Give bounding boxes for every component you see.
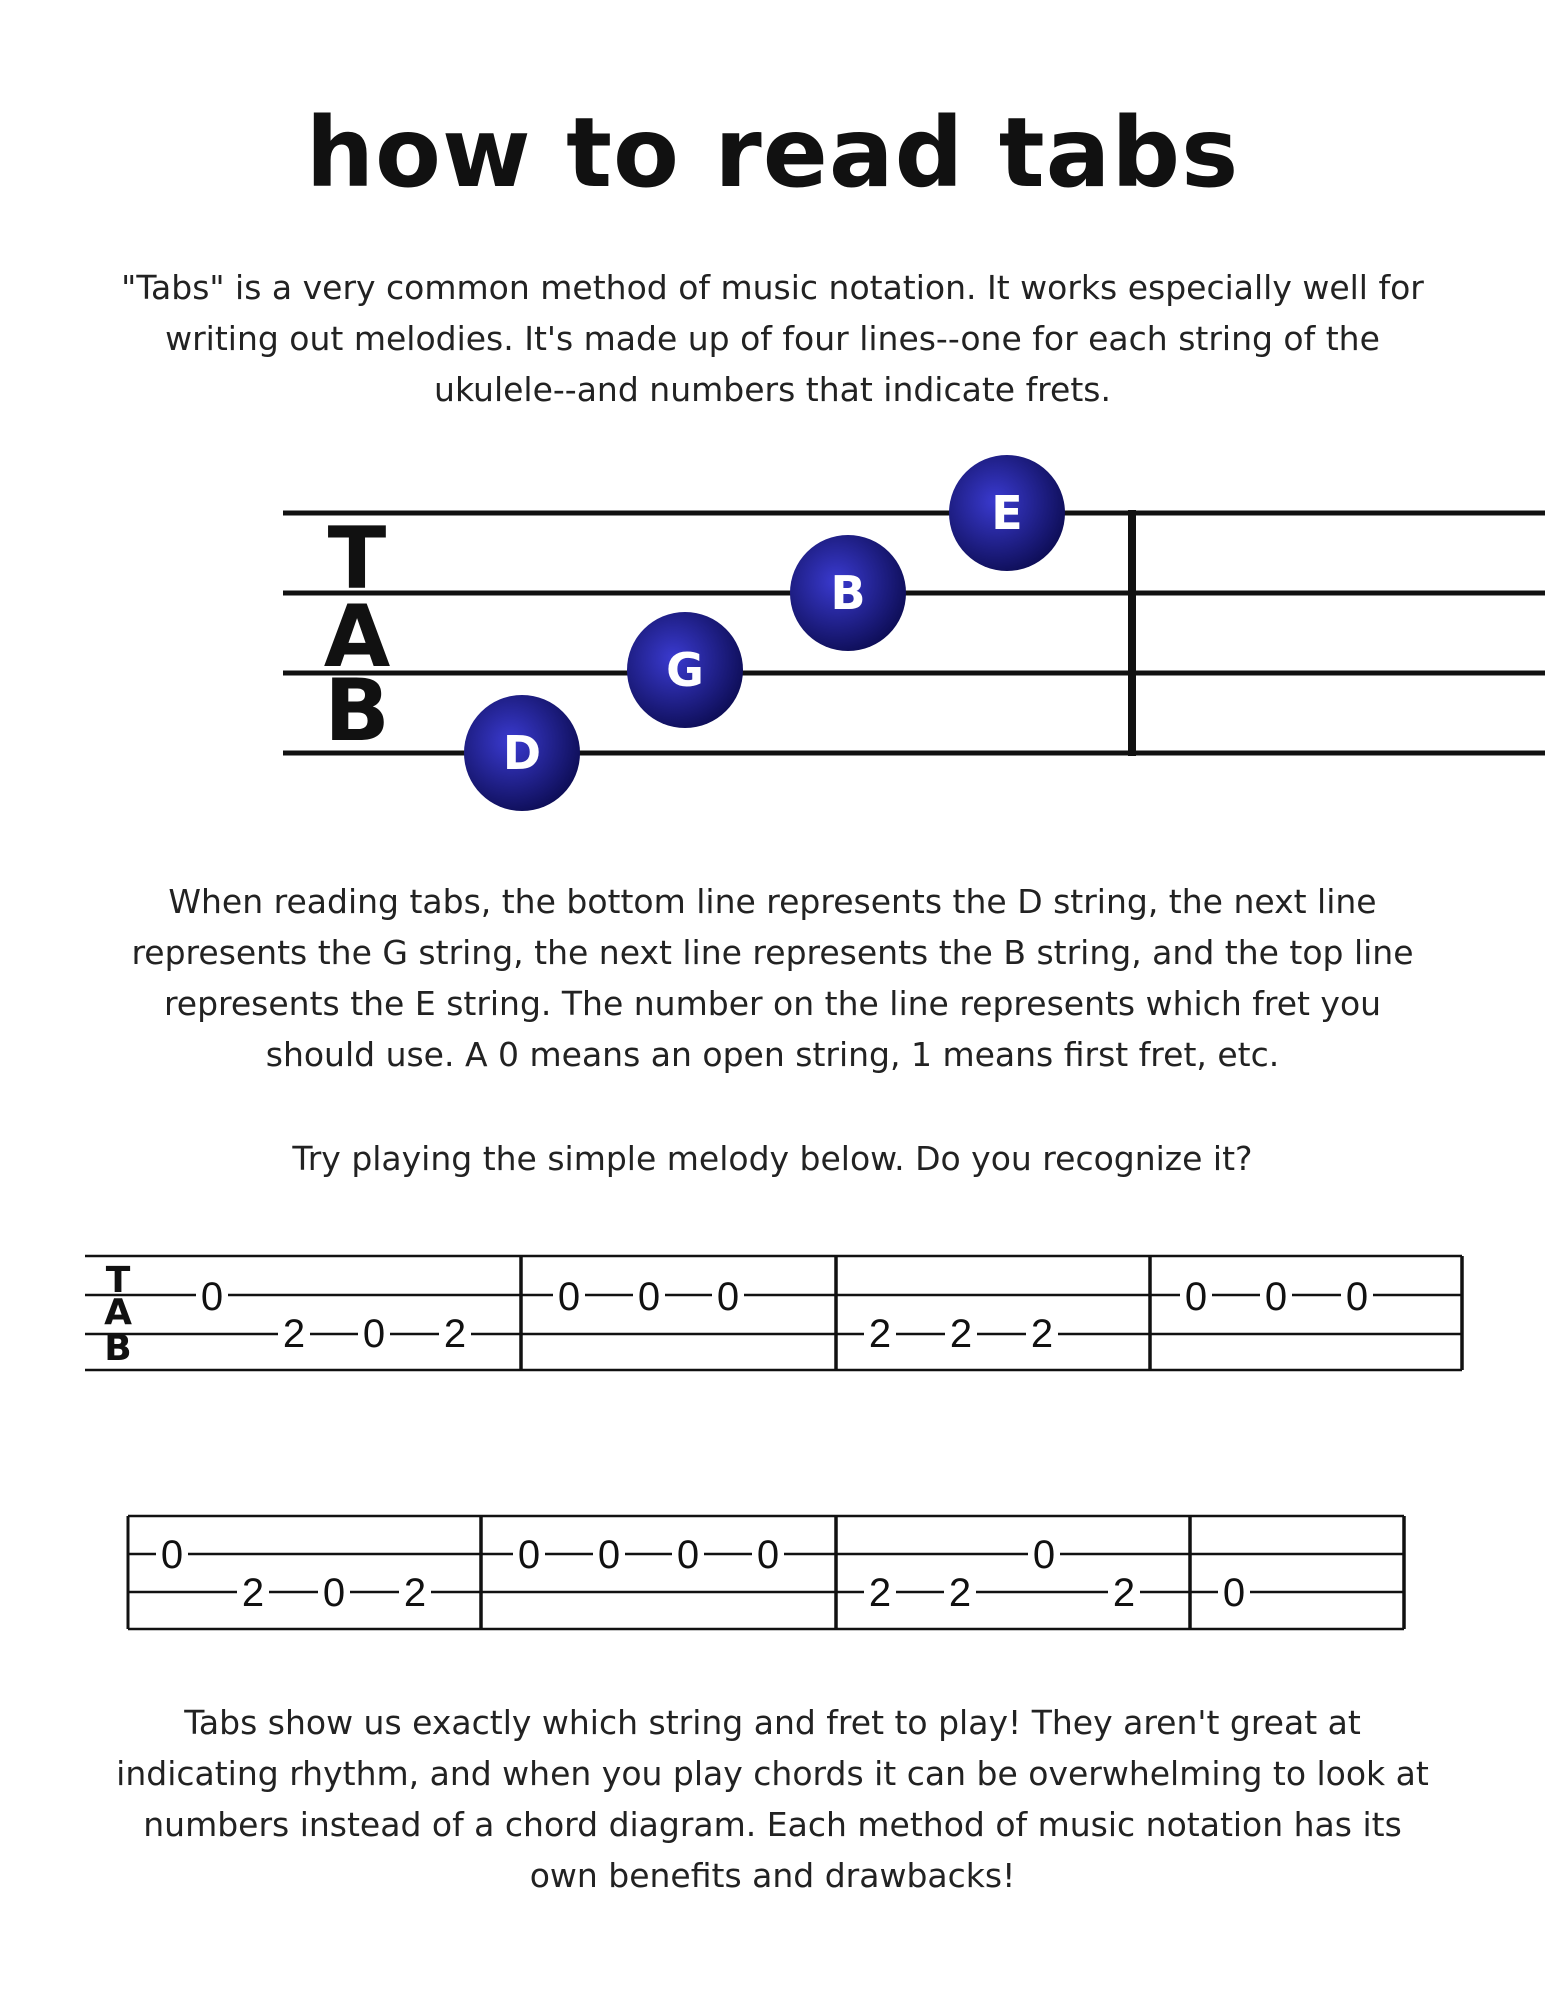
staff1-tab-letter-t: T [105,1260,131,1301]
staff1-tab-letter-b: B [104,1328,132,1369]
staff1-fret-number: 0 [557,1275,581,1319]
closing-paragraph: Tabs show us exactly which string and fret to play! They aren't great at indicating rhythm, and when you play chords it can be overwhelming to look at numbers instead of a chord diagram. Each method of music notation has its own benefits and drawbacks! [116,1703,1429,1895]
note-label-g: G [666,643,704,697]
staff1-fret-number: 0 [362,1312,386,1356]
staff1-tab-letter-a: A [104,1292,132,1333]
staff2-fret-number: 2 [403,1571,427,1615]
staff2-fret-number: 0 [160,1533,184,1577]
staff2-fret-number: 0 [517,1533,541,1577]
staff1-fret-number: 0 [716,1275,740,1319]
staff2-fret-number: 2 [241,1571,265,1615]
staff1-fret-number: 0 [637,1275,661,1319]
intro-paragraph: "Tabs" is a very common method of music notation. It works especially well for writing out melodies. It's made up of four lines--one for each string of the ukulele--and numbers that indicate frets. [121,268,1424,409]
staff1-fret-number: 2 [443,1312,467,1356]
staff2-fret-number: 0 [676,1533,700,1577]
staff1-fret-number: 0 [1184,1275,1208,1319]
staff1-fret-number: 2 [1030,1312,1054,1356]
page-title: how to read tabs [305,97,1240,209]
staff2-fret-number: 0 [322,1571,346,1615]
note-label-e: E [991,486,1023,540]
staff1-fret-number: 2 [282,1312,306,1356]
staff1-fret-number: 2 [949,1312,973,1356]
explanation-paragraph: When reading tabs, the bottom line represents the D string, the next line represents the G string, the next line represents the B string, and the top line represents the E string. The number on the line represents which fret you should use. A 0 means an open string, 1 means first fret, etc. [131,882,1414,1074]
staff2-fret-number: 2 [948,1571,972,1615]
diagram-tab-letter-a: A [323,587,391,687]
staff1-fret-number: 2 [868,1312,892,1356]
staff2-fret-number: 0 [597,1533,621,1577]
staff1-fret-number: 0 [1264,1275,1288,1319]
staff2-fret-number: 2 [868,1571,892,1615]
staff1-fret-number: 0 [1345,1275,1369,1319]
staff1-fret-number: 0 [200,1275,224,1319]
diagram-tab-letter-t: T [327,509,387,609]
staff2-fret-number: 0 [1032,1533,1056,1577]
staff2-fret-number: 0 [1222,1571,1246,1615]
note-label-d: D [502,726,542,780]
diagram-tab-letter-b: B [324,661,390,761]
note-label-b: B [830,566,866,620]
staff2-fret-number: 2 [1112,1571,1136,1615]
staff2-fret-number: 0 [756,1533,780,1577]
melody-prompt: Try playing the simple melody below. Do you recognize it? [292,1139,1253,1178]
